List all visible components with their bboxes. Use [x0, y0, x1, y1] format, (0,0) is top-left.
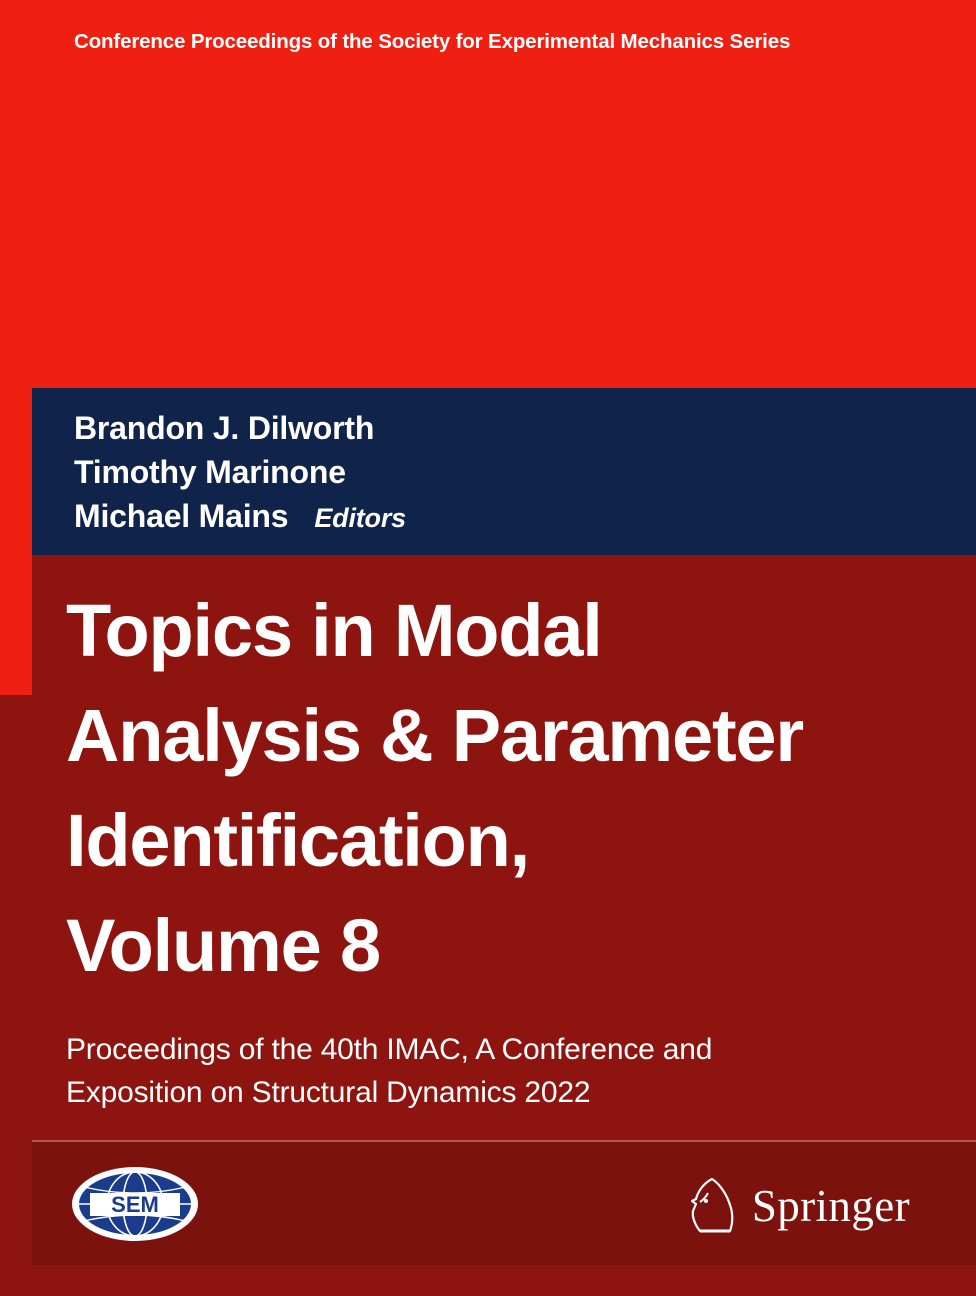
sem-logo	[70, 1165, 200, 1243]
footer-strip	[0, 1265, 976, 1296]
editor-name: Brandon J. Dilworth	[74, 410, 375, 446]
subtitle-line: Proceedings of the 40th IMAC, A Conference and	[66, 1033, 713, 1066]
editors-role-label: Editors	[314, 503, 406, 533]
title-line: Topics in Modal	[66, 589, 602, 672]
left-accent-upper	[0, 555, 32, 695]
title-line: Analysis & Parameter	[66, 694, 803, 777]
publisher-logo	[686, 1175, 910, 1237]
editor-name: Michael Mains	[74, 498, 289, 534]
series-band	[0, 0, 976, 388]
springer-knight-icon	[686, 1177, 738, 1235]
subtitle-line: Exposition on Structural Dynamics 2022	[66, 1076, 591, 1109]
editor-name: Timothy Marinone	[74, 454, 346, 490]
page-subtitle	[66, 1028, 946, 1114]
title-line: Identification,	[66, 799, 530, 882]
sem-logo-text: SEM	[111, 1192, 159, 1217]
left-accent-lower	[0, 695, 32, 1296]
editors-band-left-accent	[0, 388, 32, 555]
editor-name-with-label	[74, 494, 934, 540]
editors-list	[74, 406, 934, 540]
series-title: Conference Proceedings of the Society for Experimental Mechanics Series	[74, 30, 791, 53]
page-title	[66, 578, 956, 998]
title-line: Volume 8	[66, 904, 380, 987]
publisher-name: Springer	[751, 1181, 910, 1231]
